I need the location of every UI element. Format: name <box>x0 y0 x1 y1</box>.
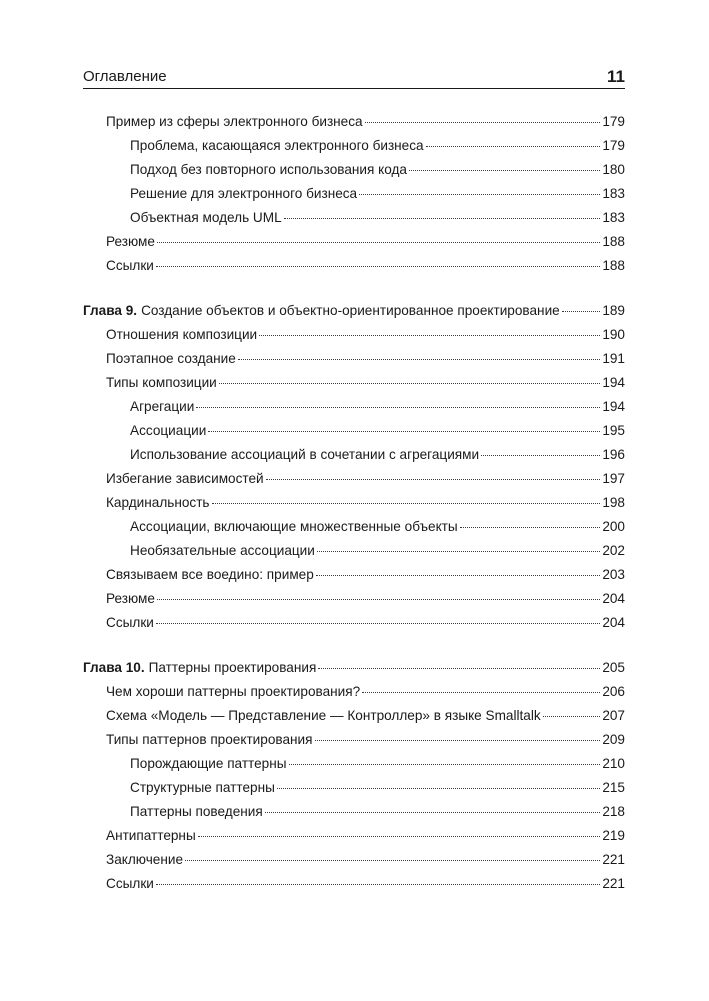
toc-entry-page: 191 <box>602 351 625 366</box>
page-header <box>83 62 625 86</box>
toc-entry[interactable] <box>83 848 625 872</box>
running-header-title: Оглавление <box>83 68 167 85</box>
toc-entry-title: Избегание зависимостей <box>106 471 264 486</box>
toc-entry-page: 198 <box>602 495 625 510</box>
toc-entry-page: 180 <box>602 162 625 177</box>
toc-chapter-heading[interactable] <box>83 299 625 323</box>
dot-leader <box>156 623 600 624</box>
dot-leader <box>359 194 600 195</box>
toc-entry-title: Ссылки <box>106 258 154 273</box>
toc-entry[interactable] <box>83 704 625 728</box>
toc-entry-title: Пример из сферы электронного бизнеса <box>106 114 363 129</box>
dot-leader <box>196 407 600 408</box>
toc-entry-page: 188 <box>602 258 625 273</box>
dot-leader <box>238 359 601 360</box>
toc-entry-title: Ассоциации, включающие множественные объекты <box>130 519 458 534</box>
toc-entry-page: 204 <box>602 591 625 606</box>
toc-entry[interactable] <box>83 323 625 347</box>
toc-entry[interactable] <box>83 539 625 563</box>
toc-entry[interactable] <box>83 800 625 824</box>
dot-leader <box>365 122 601 123</box>
toc-entry[interactable] <box>83 491 625 515</box>
toc-entry-title: Объектная модель UML <box>130 210 282 225</box>
dot-leader <box>198 836 601 837</box>
toc-entry-page: 202 <box>602 543 625 558</box>
toc-entry-page: 179 <box>602 138 625 153</box>
toc-entry[interactable] <box>83 395 625 419</box>
toc-entry-page: 190 <box>602 327 625 342</box>
toc-entry[interactable] <box>83 230 625 254</box>
toc-entry-page: 183 <box>602 210 625 225</box>
toc-entry-title: Антипаттерны <box>106 828 196 843</box>
toc-entry-title: Связываем все воедино: пример <box>106 567 314 582</box>
toc-entry[interactable] <box>83 206 625 230</box>
toc-entry[interactable] <box>83 110 625 134</box>
toc-entry-page: 197 <box>602 471 625 486</box>
toc-entry-page: 183 <box>602 186 625 201</box>
dot-leader <box>284 218 601 219</box>
toc-entry[interactable] <box>83 515 625 539</box>
toc-entry-page: 215 <box>602 780 625 795</box>
dot-leader <box>543 716 601 717</box>
toc-entry-page: 221 <box>602 852 625 867</box>
toc-entry-title: Использование ассоциаций в сочетании с агрегациями <box>130 447 480 462</box>
toc-entry-title: Ассоциации <box>130 423 207 438</box>
toc-entry[interactable] <box>83 563 625 587</box>
toc-entry[interactable] <box>83 611 625 635</box>
toc-entry[interactable] <box>83 680 625 704</box>
toc-entry-title: Заключение <box>106 852 184 867</box>
dot-leader <box>315 740 601 741</box>
dot-leader <box>481 455 600 456</box>
toc-entry-title: Типы композиции <box>106 375 217 390</box>
toc-entry-title: Агрегации <box>130 399 195 414</box>
toc-entry-page: 210 <box>602 756 625 771</box>
chapter-title: Создание объектов и объектно-ориентированное проектирование <box>141 303 560 318</box>
toc-entry-title: Ссылки <box>106 615 154 630</box>
toc-entry[interactable] <box>83 371 625 395</box>
toc-entry[interactable] <box>83 419 625 443</box>
chapter-page: 205 <box>602 660 625 675</box>
toc-entry-title: Подход без повторного использования кода <box>130 162 407 177</box>
dot-leader <box>318 668 600 669</box>
toc-entry-page: 221 <box>602 876 625 891</box>
dot-leader <box>259 335 600 336</box>
toc-entry-title: Схема «Модель — Представление — Контроллер» в языке Smalltalk <box>106 708 541 723</box>
chapter-label: Глава 9. <box>83 303 138 318</box>
toc-block-chapter9 <box>83 299 625 635</box>
toc-entry[interactable] <box>83 752 625 776</box>
toc-entry-title: Чем хороши паттерны проектирования? <box>106 684 361 699</box>
toc-entry[interactable] <box>83 587 625 611</box>
toc-entry-page: 207 <box>602 708 625 723</box>
dot-leader <box>362 692 600 693</box>
header-divider <box>83 88 625 89</box>
toc-entry-title: Паттерны поведения <box>130 804 263 819</box>
dot-leader <box>266 479 601 480</box>
toc-entry-page: 195 <box>602 423 625 438</box>
toc-entry-page: 219 <box>602 828 625 843</box>
toc-entry-title: Отношения композиции <box>106 327 258 342</box>
toc-entry[interactable] <box>83 254 625 278</box>
dot-leader <box>562 311 601 312</box>
chapter-label: Глава 10. <box>83 660 145 675</box>
toc-entry-page: 194 <box>602 375 625 390</box>
dot-leader <box>316 575 601 576</box>
dot-leader <box>317 551 600 552</box>
dot-leader <box>409 170 600 171</box>
page-number: 11 <box>607 67 625 86</box>
dot-leader <box>156 266 600 267</box>
dot-leader <box>212 503 601 504</box>
toc-chapter-heading[interactable] <box>83 656 625 680</box>
dot-leader <box>156 884 600 885</box>
toc-entry-title: Решение для электронного бизнеса <box>130 186 358 201</box>
toc-entry-page: 196 <box>602 447 625 462</box>
toc-entry[interactable] <box>83 134 625 158</box>
dot-leader <box>426 146 601 147</box>
toc-entry[interactable] <box>83 158 625 182</box>
toc-entry-title: Типы паттернов проектирования <box>106 732 313 747</box>
dot-leader <box>219 383 601 384</box>
toc-entry-title: Необязательные ассоциации <box>130 543 315 558</box>
toc-entry-page: 204 <box>602 615 625 630</box>
toc-entry-page: 194 <box>602 399 625 414</box>
toc-entry-page: 218 <box>602 804 625 819</box>
toc-block-chapter8-tail <box>83 110 625 278</box>
toc-entry-page: 209 <box>602 732 625 747</box>
toc-block-chapter10 <box>83 656 625 896</box>
chapter-page: 189 <box>602 303 625 318</box>
toc-entry-title: Резюме <box>106 591 155 606</box>
toc-entry-page: 200 <box>602 519 625 534</box>
toc-entry-title: Проблема, касающаяся электронного бизнеса <box>130 138 424 153</box>
toc-entry[interactable] <box>83 443 625 467</box>
toc-entry-title: Резюме <box>106 234 155 249</box>
toc-entry-title: Поэтапное создание <box>106 351 236 366</box>
toc-entry[interactable] <box>83 776 625 800</box>
toc-entry[interactable] <box>83 347 625 371</box>
toc-entry-page: 188 <box>602 234 625 249</box>
dot-leader <box>460 527 601 528</box>
chapter-title: Паттерны проектирования <box>148 660 317 675</box>
toc-entry-title: Структурные паттерны <box>130 780 275 795</box>
toc-entry[interactable] <box>83 872 625 896</box>
dot-leader <box>277 788 600 789</box>
toc-entry[interactable] <box>83 728 625 752</box>
dot-leader <box>185 860 600 861</box>
dot-leader <box>289 764 601 765</box>
toc-entry-title: Кардинальность <box>106 495 210 510</box>
toc-entry[interactable] <box>83 182 625 206</box>
dot-leader <box>157 242 600 243</box>
toc-entry-page: 206 <box>602 684 625 699</box>
toc-entry-page: 203 <box>602 567 625 582</box>
toc-entry-page: 179 <box>602 114 625 129</box>
toc-entry-title: Ссылки <box>106 876 154 891</box>
toc-entry[interactable] <box>83 824 625 848</box>
toc-entry-title: Порождающие паттерны <box>130 756 287 771</box>
table-of-contents <box>83 110 625 896</box>
dot-leader <box>157 599 600 600</box>
toc-entry[interactable] <box>83 467 625 491</box>
dot-leader <box>208 431 600 432</box>
dot-leader <box>265 812 601 813</box>
